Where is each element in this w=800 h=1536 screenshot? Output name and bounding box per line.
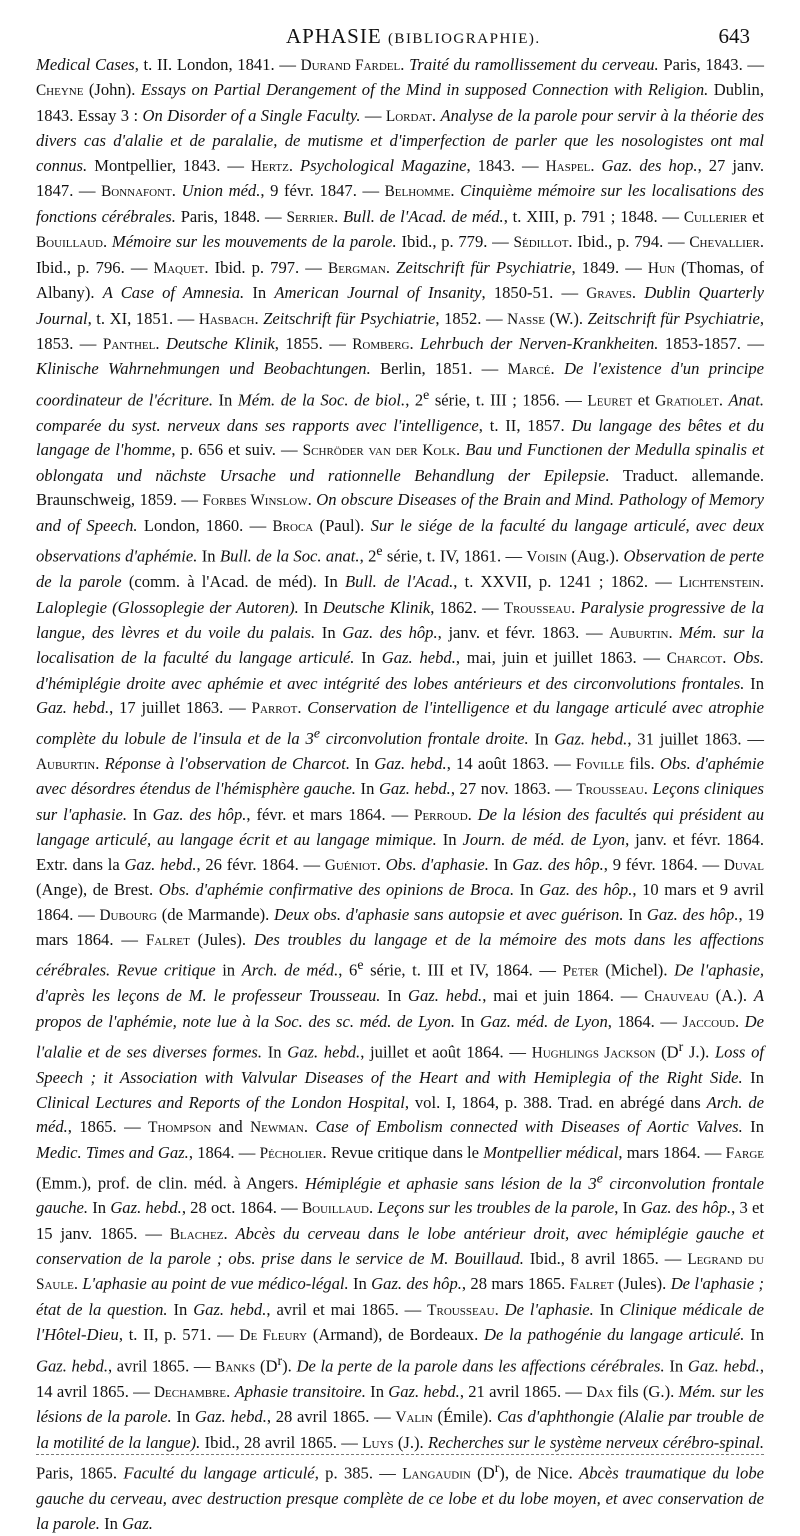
bibliography-body <box>36 53 764 1536</box>
title-subtitle: (BIBLIOGRAPHIE). <box>387 31 541 47</box>
running-header <box>36 24 764 49</box>
footer-rule <box>36 1454 764 1455</box>
page-number: 643 <box>718 24 750 48</box>
bibliography-paragraph: Medical Cases, t. II. London, 1841. — Durand Fardel. Traité du ramollissement du cerveau. Paris, 1843. — Cheyne (John). Essays on Partial Derangement of the Mind in supposed Connection with Religion. Dublin, 1843. Essay 3 : On Disorder of a Single Faculty. — Lordat. Analyse de la parole pour servir à la théorie des divers cas d'alalie et de paralalie, de mutisme et d'imperfection de parler que les nosologistes ont mal connus. Montpellier, 1843. — Hertz. Psychological Magazine, 1843. — Haspel. Gaz. des hop., 27 janv. 1847. — Bonnafont. Union méd., 9 févr. 1847. — Belhomme. Cinquième mémoire sur les localisations des fonctions cérébrales. Paris, 1848. — Serrier. Bull. de l'Acad. de méd., t. XIII, p. 791 ; 1848. — Cullerier et Bouillaud. Mémoire sur les mouvements de la parole. Ibid., p. 779. — Sédillot. Ibid., p. 794. — Chevallier. Ibid., p. 796. — Maquet. Ibid. p. 797. — Bergman. Zeitschrift für Psychiatrie, 1849. — Hun (Thomas, of Albany). A Case of Amnesia. In American Journal of Insanity, 1850-51. — Graves. Dublin Quarterly Journal, t. XI, 1851. — Hasbach. Zeitschrift für Psychiatrie, 1852. — Nasse (W.). Zeitschrift für Psychiatrie, 1853. — Panthel. Deutsche Klinik, 1855. — Romberg. Lehrbuch der Nerven-Krankheiten. 1853-1857. — Klinische Wahrnehmungen und Beobachtungen. Berlin, 1851. — Marcé. De l'existence d'un principe coordinateur de l'écriture. In Mém. de la Soc. de biol., 2e série, t. III ; 1856. — Leuret et Gratiolet. Anat. comparée du syst. nerveux dans ses rapports avec l'intelligence, t. II, 1857. Du langage des bêtes et du langage de l'homme, p. 656 et suiv. — Schröder van der Kolk. Bau und Functionen der Medulla spinalis et oblongata und nächste Ursache und rationnelle Behandlung der Epilepsie. Traduct. allemande. Braunschweig, 1859. — Forbes Winslow. On obscure Diseases of the Brain and Mind. Pathology of Memory and of Speech. London, 1860. — Broca (Paul). Sur le siége de la faculté du langage articulé, avec deux observations d'aphémie. In Bull. de la Soc. anat., 2e série, t. IV, 1861. — Voisin (Aug.). Observation de perte de la parole (comm. à l'Acad. de méd). In Bull. de l'Acad., t. XXVII, p. 1241 ; 1862. — Lichtenstein. Laloplegie (Glossoplegie der Autoren). In Deutsche Klinik, 1862. — Trousseau. Paralysie progressive de la langue, des lèvres et du voile du palais. In Gaz. des hôp., janv. et févr. 1863. — Auburtin. Mém. sur la localisation de la faculté du langage articulé. In Gaz. hebd., mai, juin et juillet 1863. — Charcot. Obs. d'hémiplégie droite avec aphémie et avec intégrité des lobes antérieurs et des circonvolutions frontales. In Gaz. hebd., 17 juillet 1863. — Parrot. Conservation de l'intelligence et du langage articulé avec atrophie complète du lobule de l'insula et de la 3e circonvolution frontale droite. In Gaz. hebd., 31 juillet 1863. — Auburtin. Réponse à l'observation de Charcot. In Gaz. hebd., 14 août 1863. — Foville fils. Obs. d'aphémie avec désordres étendus de l'hémisphère gauche. In Gaz. hebd., 27 nov. 1863. — Trousseau. Leçons cliniques sur l'aphasie. In Gaz. des hôp., févr. et mars 1864. — Perroud. De la lésion des facultés qui président au langage articulé, au langage écrit et au langage mimique. In Journ. de méd. de Lyon, janv. et févr. 1864. Extr. dans la Gaz. hebd., 26 févr. 1864. — Guéniot. Obs. d'aphasie. In Gaz. des hôp., 9 févr. 1864. — Duval (Ange), de Brest. Obs. d'aphémie confirmative des opinions de Broca. In Gaz. des hôp., 10 mars et 9 avril 1864. — Dubourg (de Marmande). Deux obs. d'aphasie sans autopsie et avec guérison. In Gaz. des hôp., 19 mars 1864. — Falret (Jules). Des troubles du langage et de la mémoire des mots dans les affections cérébrales. Revue critique in Arch. de méd., 6e série, t. III et IV, 1864. — Peter (Michel). De l'aphasie, d'après les leçons de M. le professeur Trousseau. In Gaz. hebd., mai et juin 1864. — Chauveau (A.). A propos de l'aphémie, note lue à la Soc. des sc. méd. de Lyon. In Gaz. méd. de Lyon, 1864. — Jaccoud. De l'alalie et de ses diverses formes. In Gaz. hebd., juillet et août 1864. — Hughlings Jackson ($D^r$ J.). Loss of Speech ; it Association with Valvular Diseases of the Heart and with Hemiplegia of the Right Side. In Clinical Lectures and Reports of the London Hospital, vol. I, 1864, p. 388. Trad. en abrégé dans Arch. de méd., 1865. — Thompson and Newman. Case of Embolism connected with Diseases of Aortic Valves. In Medic. Times and Gaz., 1864. — Pécholier. Revue critique dans le Montpellier médical, mars 1864. — Farge (Emm.), prof. de clin. méd. à Angers. Hémiplégie et aphasie sans lésion de la 3e circonvolution frontale gauche. In Gaz. hebd., 28 oct. 1864. — Bouillaud. Leçons sur les troubles de la parole, In Gaz. des hôp., 3 et 15 janv. 1865. — Blachez. Abcès du cerveau dans le lobe antérieur droit, avec hémiplégie gauche et conservation de la parole ; obs. prise dans le service de M. Bouillaud. Ibid., 8 avril 1865. — Legrand du Saule. L'aphasie au point de vue médico-légal. In Gaz. des hôp., 28 mars 1865. Falret (Jules). De l'aphasie ; état de la question. In Gaz. hebd., avril et mai 1865. — Trousseau. De l'aphasie. In Clinique médicale de l'Hôtel-Dieu, t. II, p. 571. — De Fleury (Armand), de Bordeaux. De la pathogénie du langage articulé. In Gaz. hebd., avril 1865. — Banks $(D^r)$. De la perte de la parole dans les affections cérébrales. In Gaz. hebd., 14 avril 1865. — Dechambre. Aphasie transitoire. In Gaz. hebd., 21 avril 1865. — Dax fils (G.). Mém. sur les lésions de la parole. In Gaz. hebd., 28 avril 1865. — Valin (Émile). Cas d'aphthongie (Alalie par trouble de la motilité de la langue). Ibid., 28 avril 1865. — Luys (J.). Recherches sur le système nerveux cérébro-spinal. Paris, 1865. Faculté du langage articulé, p. 385. — Langaudin $(D^r)$, de Nice. Abcès traumatique du lobe gauche du cerveau, avec destruction presque complète de ce lobe et du lobe moyen, et avec conservation de la parole. In Gaz. <box>36 55 765 1533</box>
running-title <box>286 24 541 49</box>
title-word: APHASIE <box>286 24 382 48</box>
